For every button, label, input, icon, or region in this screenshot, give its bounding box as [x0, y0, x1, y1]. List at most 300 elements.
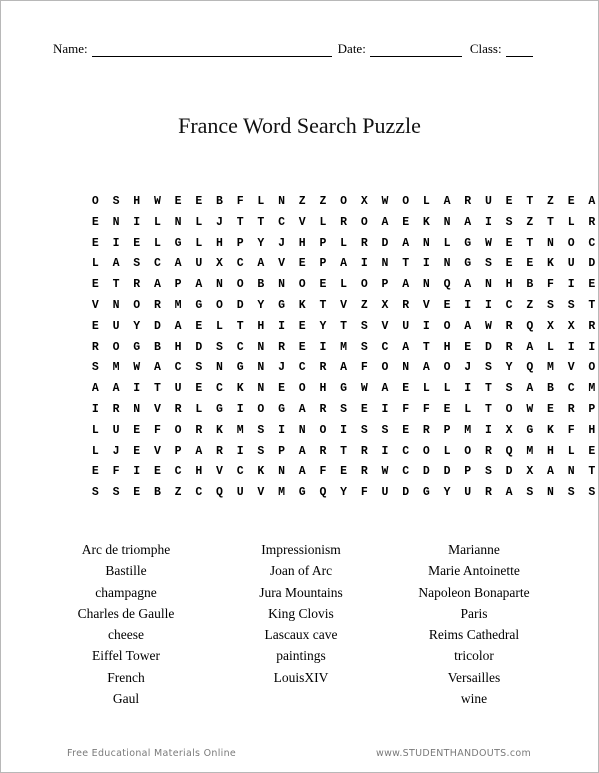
grid-letter: T	[526, 195, 534, 208]
grid-letter: I	[567, 278, 575, 292]
grid-letter: I	[464, 382, 472, 396]
grid-letter: E	[464, 340, 472, 354]
grid-letter: U	[567, 257, 575, 271]
grid-row	[85, 462, 599, 483]
grid-letter: R	[505, 319, 513, 333]
grid-letter: H	[319, 382, 327, 396]
grid-letter: P	[319, 236, 327, 250]
grid-letter: V	[257, 486, 265, 500]
grid-letter: I	[278, 423, 285, 437]
grid-letter: Q	[443, 278, 451, 292]
grid-letter: O	[422, 444, 430, 458]
grid-letter: L	[216, 319, 223, 333]
grid-letter: D	[422, 465, 430, 479]
grid-letter: M	[112, 361, 120, 375]
grid-row	[85, 483, 599, 504]
grid-letter: E	[588, 278, 596, 292]
grid-letter: Y	[443, 486, 451, 500]
grid-letter: R	[360, 465, 368, 479]
grid-letter: G	[236, 361, 244, 375]
grid-letter: I	[91, 402, 99, 416]
grid-letter: N	[174, 215, 182, 229]
grid-letter: R	[340, 215, 348, 229]
grid-letter: N	[547, 236, 554, 250]
grid-letter: H	[505, 278, 513, 292]
grid-letter: S	[567, 486, 575, 500]
word-list-item: Paris	[460, 605, 488, 621]
grid-letter: B	[153, 486, 161, 500]
grid-letter: G	[216, 402, 223, 416]
grid-letter: G	[195, 298, 203, 312]
grid-letter: U	[112, 319, 120, 333]
word-list-item: King Clovis	[268, 605, 334, 621]
grid-letter: E	[133, 236, 141, 250]
grid-letter: P	[443, 423, 451, 437]
grid-letter: N	[547, 486, 554, 500]
grid-letter: O	[360, 215, 368, 229]
grid-letter: F	[360, 361, 368, 375]
grid-letter: S	[381, 423, 389, 437]
grid-letter: L	[340, 278, 348, 292]
grid-letter: A	[402, 236, 410, 250]
grid-letter: A	[153, 361, 161, 375]
grid-letter: C	[298, 361, 306, 375]
grid-letter: C	[195, 486, 203, 500]
grid-letter: S	[257, 444, 265, 458]
grid-letter: U	[381, 486, 389, 500]
word-list-column-3	[384, 539, 564, 709]
grid-letter: C	[402, 465, 410, 479]
grid-letter: P	[278, 444, 285, 458]
grid-letter: I	[319, 340, 327, 354]
grid-letter: D	[195, 340, 203, 354]
grid-letter: L	[257, 195, 265, 208]
grid-letter: L	[422, 195, 430, 208]
grid-letter: E	[505, 195, 513, 208]
grid-letter: R	[112, 402, 120, 416]
grid-letter: E	[567, 195, 575, 208]
grid-letter: Z	[526, 298, 534, 312]
grid-letter: C	[505, 298, 513, 312]
grid-letter: A	[464, 319, 472, 333]
grid-letter: N	[257, 361, 265, 375]
grid-row	[85, 338, 599, 359]
grid-letter: R	[360, 236, 368, 250]
grid-letter: R	[91, 340, 99, 354]
grid-letter: W	[381, 465, 389, 479]
date-label: Date:	[337, 41, 366, 56]
grid-letter: L	[464, 402, 472, 416]
grid-letter: E	[505, 236, 513, 250]
grid-letter: W	[526, 402, 534, 416]
grid-letter: W	[153, 195, 161, 208]
grid-letter: T	[484, 402, 492, 416]
grid-letter: O	[402, 195, 410, 208]
letter-grid	[85, 192, 599, 504]
grid-letter: O	[236, 278, 244, 292]
grid-letter: W	[133, 361, 141, 375]
grid-letter: E	[298, 257, 306, 271]
grid-letter: O	[360, 278, 368, 292]
grid-letter: Y	[505, 361, 513, 375]
grid-letter: S	[567, 298, 575, 312]
grid-letter: M	[547, 361, 554, 375]
grid-letter: O	[298, 382, 306, 396]
grid-letter: E	[319, 278, 327, 292]
grid-row	[85, 234, 599, 255]
grid-letter: A	[402, 340, 410, 354]
grid-letter: L	[153, 215, 161, 229]
grid-letter: A	[257, 257, 265, 271]
grid-letter: J	[464, 361, 472, 375]
grid-letter: B	[526, 278, 534, 292]
grid-letter: I	[133, 215, 141, 229]
grid-letter: U	[195, 257, 203, 271]
word-list-item: Charles de Gaulle	[77, 605, 175, 621]
grid-letter: C	[236, 340, 244, 354]
grid-letter: S	[484, 257, 492, 271]
grid-letter: E	[133, 486, 141, 500]
grid-letter: E	[153, 465, 161, 479]
grid-letter: G	[422, 486, 430, 500]
grid-letter: S	[547, 298, 554, 312]
grid-letter: Z	[526, 215, 534, 229]
grid-letter: S	[360, 423, 368, 437]
grid-letter: S	[216, 340, 223, 354]
grid-letter: C	[567, 382, 575, 396]
date-blank	[370, 45, 462, 57]
word-list-item: paintings	[276, 648, 326, 664]
class-blank	[506, 45, 533, 57]
name-label: Name:	[53, 41, 88, 56]
grid-letter: O	[298, 278, 306, 292]
grid-letter: J	[278, 236, 285, 250]
grid-letter: A	[526, 382, 534, 396]
grid-letter: R	[153, 298, 161, 312]
grid-letter: G	[526, 423, 534, 437]
grid-letter: A	[298, 465, 306, 479]
grid-letter: S	[484, 361, 492, 375]
grid-letter: L	[443, 444, 451, 458]
grid-letter: A	[526, 340, 534, 354]
grid-letter: J	[216, 215, 223, 229]
grid-letter: S	[505, 382, 513, 396]
grid-letter: X	[547, 319, 554, 333]
grid-letter: E	[195, 382, 203, 396]
grid-letter: E	[133, 444, 141, 458]
grid-letter: B	[547, 382, 554, 396]
class-label: Class:	[469, 41, 502, 56]
grid-letter: R	[319, 361, 327, 375]
word-list-item: Arc de triomphe	[81, 542, 171, 557]
grid-letter: S	[340, 402, 348, 416]
grid-letter: N	[402, 361, 410, 375]
grid-letter: A	[381, 215, 389, 229]
grid-letter: O	[91, 195, 99, 208]
grid-letter: S	[91, 486, 99, 500]
grid-letter: V	[567, 361, 575, 375]
grid-letter: C	[402, 444, 410, 458]
grid-letter: R	[360, 444, 368, 458]
grid-letter: F	[567, 423, 575, 437]
grid-letter: A	[381, 382, 389, 396]
grid-letter: B	[153, 340, 161, 354]
grid-letter: E	[91, 465, 99, 479]
grid-letter: I	[133, 465, 141, 479]
grid-letter: T	[422, 340, 430, 354]
grid-letter: I	[112, 236, 120, 250]
grid-row	[85, 442, 599, 463]
grid-letter: A	[505, 486, 513, 500]
grid-letter: T	[588, 465, 596, 479]
grid-letter: E	[278, 382, 285, 396]
grid-letter: I	[567, 340, 575, 354]
grid-letter: E	[526, 257, 534, 271]
grid-letter: I	[484, 215, 492, 229]
grid-letter: D	[505, 465, 513, 479]
word-list-item: champagne	[95, 584, 157, 600]
grid-letter: A	[402, 278, 410, 292]
grid-letter: D	[443, 465, 451, 479]
grid-letter: P	[174, 444, 182, 458]
grid-letter: G	[174, 236, 182, 250]
grid-letter: G	[133, 340, 141, 354]
grid-letter: A	[174, 257, 182, 271]
grid-letter: I	[381, 444, 389, 458]
grid-letter: A	[588, 195, 596, 208]
grid-letter: C	[174, 361, 182, 375]
grid-letter: P	[464, 465, 472, 479]
grid-letter: N	[216, 361, 223, 375]
grid-letter: K	[422, 215, 430, 229]
footer-website: www.STUDENTHANDOUTS.com	[376, 748, 532, 759]
grid-letter: T	[319, 298, 327, 312]
grid-letter: W	[484, 319, 492, 333]
word-list-item: Bastille	[105, 563, 147, 579]
grid-letter: E	[195, 195, 203, 208]
grid-letter: L	[91, 423, 99, 437]
grid-letter: K	[547, 423, 554, 437]
grid-letter: H	[298, 236, 306, 250]
grid-letter: U	[174, 382, 182, 396]
grid-letter: X	[526, 465, 534, 479]
grid-letter: T	[402, 257, 410, 271]
grid-letter: D	[236, 298, 244, 312]
word-list-item: Marianne	[448, 542, 500, 557]
grid-letter: V	[153, 444, 161, 458]
grid-letter: H	[216, 236, 223, 250]
word-list-item: Gaul	[112, 691, 140, 707]
grid-letter: R	[588, 319, 596, 333]
word-list-item: Joan of Arc	[269, 563, 333, 579]
grid-letter: G	[464, 257, 472, 271]
grid-letter: D	[484, 340, 492, 354]
grid-letter: I	[381, 402, 389, 416]
grid-letter: M	[526, 444, 534, 458]
grid-letter: I	[484, 298, 492, 312]
grid-letter: K	[547, 257, 554, 271]
grid-letter: A	[195, 278, 203, 292]
word-list-item: cheese	[108, 627, 144, 643]
word-list-item: Reims Cathedral	[428, 627, 520, 643]
grid-letter: A	[340, 361, 348, 375]
grid-letter: C	[588, 236, 596, 250]
grid-letter: R	[567, 402, 575, 416]
word-list-item: tricolor	[454, 648, 494, 664]
grid-letter: Y	[340, 486, 348, 500]
grid-letter: L	[443, 236, 451, 250]
grid-letter: S	[505, 215, 513, 229]
grid-letter: H	[195, 465, 203, 479]
grid-letter: C	[381, 340, 389, 354]
grid-letter: O	[340, 195, 348, 208]
grid-letter: E	[133, 423, 141, 437]
grid-letter: I	[340, 423, 348, 437]
grid-letter: M	[174, 298, 182, 312]
grid-letter: R	[422, 423, 430, 437]
grid-letter: I	[484, 423, 492, 437]
grid-letter: N	[484, 278, 492, 292]
grid-letter: O	[257, 402, 265, 416]
grid-letter: U	[112, 423, 120, 437]
word-list-item: wine	[460, 691, 488, 707]
word-list-item: Lascaux cave	[264, 627, 338, 643]
grid-letter: Z	[547, 195, 554, 208]
word-list-item: French	[107, 669, 145, 685]
grid-letter: A	[547, 465, 554, 479]
grid-letter: E	[443, 402, 451, 416]
grid-letter: P	[319, 257, 327, 271]
grid-letter: E	[443, 298, 451, 312]
grid-letter: Z	[298, 195, 306, 208]
grid-letter: O	[588, 361, 596, 375]
grid-letter: Q	[216, 486, 223, 500]
grid-letter: T	[340, 319, 348, 333]
grid-letter: N	[216, 278, 223, 292]
grid-letter: E	[174, 195, 182, 208]
grid-letter: E	[588, 444, 596, 458]
grid-letter: X	[505, 423, 513, 437]
grid-letter: X	[360, 195, 368, 208]
grid-letter: T	[340, 444, 348, 458]
grid-letter: D	[153, 319, 161, 333]
word-list-item: Versailles	[447, 669, 501, 685]
grid-letter: E	[505, 257, 513, 271]
grid-letter: O	[443, 361, 451, 375]
grid-letter: H	[257, 319, 265, 333]
grid-letter: K	[236, 382, 244, 396]
grid-letter: L	[340, 236, 348, 250]
grid-letter: Z	[319, 195, 327, 208]
grid-letter: F	[319, 465, 327, 479]
grid-letter: G	[298, 486, 306, 500]
grid-letter: Q	[526, 361, 534, 375]
grid-letter: N	[112, 298, 120, 312]
grid-letter: C	[236, 465, 244, 479]
grid-letter: M	[588, 382, 596, 396]
grid-letter: S	[91, 361, 99, 375]
grid-letter: G	[340, 382, 348, 396]
grid-letter: A	[298, 402, 306, 416]
grid-letter: H	[133, 195, 141, 208]
grid-row	[85, 379, 599, 400]
grid-row	[85, 400, 599, 421]
grid-letter: M	[340, 340, 348, 354]
grid-letter: L	[195, 236, 203, 250]
grid-letter: A	[340, 257, 348, 271]
grid-letter: V	[153, 402, 161, 416]
grid-letter: F	[422, 402, 430, 416]
grid-letter: I	[588, 340, 596, 354]
grid-letter: V	[216, 465, 223, 479]
grid-letter: M	[236, 423, 244, 437]
grid-letter: T	[526, 236, 534, 250]
grid-letter: J	[112, 444, 120, 458]
grid-letter: S	[484, 465, 492, 479]
grid-letter: C	[153, 257, 161, 271]
grid-letter: R	[174, 402, 182, 416]
grid-letter: H	[547, 444, 554, 458]
grid-letter: N	[278, 278, 285, 292]
grid-letter: H	[174, 340, 182, 354]
grid-letter: N	[257, 382, 265, 396]
grid-letter: O	[216, 298, 223, 312]
grid-letter: F	[236, 195, 244, 208]
footer-left-text: Free Educational Materials Online	[67, 748, 237, 759]
grid-letter: F	[112, 465, 120, 479]
grid-letter: F	[547, 278, 554, 292]
grid-letter: U	[236, 486, 244, 500]
grid-letter: I	[236, 402, 244, 416]
grid-letter: R	[133, 278, 141, 292]
grid-letter: J	[278, 361, 285, 375]
grid-letter: O	[319, 423, 327, 437]
grid-letter: D	[381, 236, 389, 250]
grid-letter: F	[402, 402, 410, 416]
grid-letter: I	[464, 298, 472, 312]
grid-letter: E	[91, 215, 99, 229]
grid-letter: U	[484, 195, 492, 208]
grid-letter: B	[257, 278, 265, 292]
grid-row	[85, 275, 599, 296]
grid-letter: N	[381, 257, 389, 271]
grid-letter: I	[422, 319, 430, 333]
grid-letter: C	[278, 215, 285, 229]
grid-letter: I	[360, 257, 368, 271]
grid-letter: O	[112, 340, 120, 354]
grid-letter: Z	[174, 486, 182, 500]
grid-letter: R	[588, 215, 596, 229]
grid-letter: E	[298, 340, 306, 354]
grid-letter: U	[402, 319, 410, 333]
grid-letter: D	[588, 257, 596, 271]
grid-letter: E	[195, 319, 203, 333]
grid-letter: N	[443, 257, 451, 271]
grid-letter: V	[381, 319, 389, 333]
grid-letter: T	[257, 215, 265, 229]
grid-letter: X	[216, 257, 223, 271]
word-list-item: Eiffel Tower	[92, 648, 160, 664]
grid-letter: A	[153, 278, 161, 292]
grid-letter: O	[464, 444, 472, 458]
grid-letter: W	[360, 382, 368, 396]
grid-letter: E	[340, 465, 348, 479]
page-title: France Word Search Puzzle	[178, 113, 421, 138]
grid-row	[85, 421, 599, 442]
grid-letter: Y	[319, 319, 327, 333]
grid-letter: N	[278, 465, 285, 479]
grid-letter: M	[278, 486, 285, 500]
